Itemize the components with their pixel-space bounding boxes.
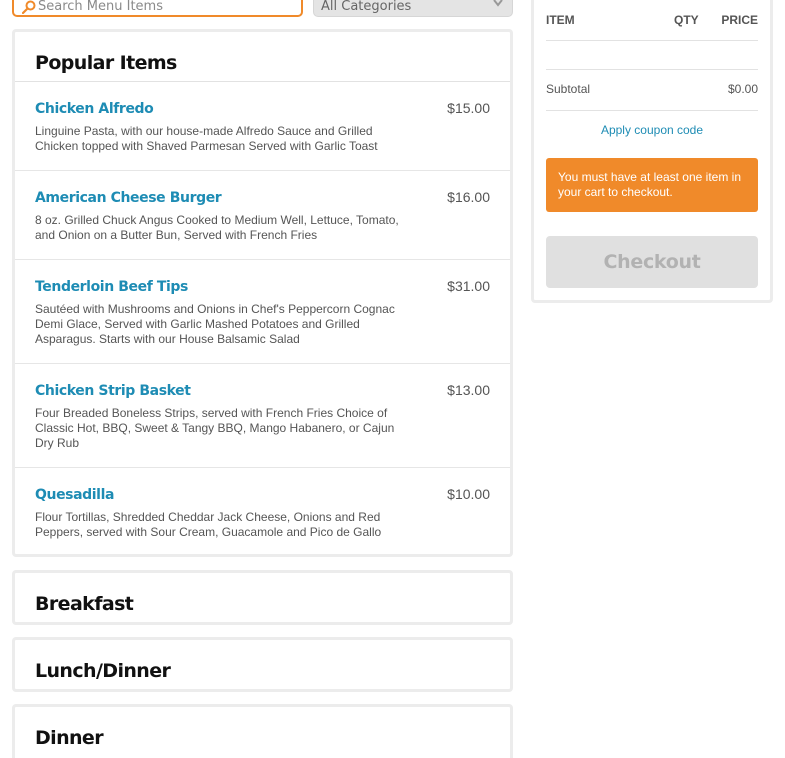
- divider: [546, 69, 758, 70]
- item-price: $10.00: [447, 486, 490, 502]
- item-name[interactable]: American Cheese Burger: [35, 190, 222, 206]
- item-description: Sautéed with Mushrooms and Onions in Chef's Peppercorn Cognac Demi Glace, Served with Garlic Mashed Potatoes and Grilled Asparagus. Starts with our House Balsamic Salad: [35, 302, 395, 346]
- cart-col-item: ITEM: [546, 13, 575, 27]
- dinner-header[interactable]: [15, 707, 510, 757]
- lunch-dinner-header[interactable]: [15, 640, 510, 690]
- item-name[interactable]: Chicken Alfredo: [35, 101, 154, 117]
- search-input[interactable]: [38, 0, 293, 16]
- cart-col-qty: QTY: [674, 13, 699, 27]
- section-title: Breakfast: [35, 593, 134, 615]
- item-description: Four Breaded Boneless Strips, served with French Fries Choice of Classic Hot, BBQ, Sweet & Tangy BBQ, Mango Habanero, or Cajun Dry Rub: [35, 406, 395, 450]
- popular-items-header[interactable]: [15, 32, 510, 82]
- apply-coupon-link[interactable]: Apply coupon code: [600, 123, 704, 137]
- item-price: $16.00: [447, 189, 490, 205]
- cart-col-price: PRICE: [721, 13, 758, 27]
- item-description: Flour Tortillas, Shredded Cheddar Jack Cheese, Onions and Red Peppers, served with Sour Cream, Guacamole and Pico de Gallo: [35, 510, 382, 539]
- search-box[interactable]: [12, 0, 303, 17]
- item-price: $15.00: [447, 100, 490, 116]
- cart-header-row: [546, 13, 758, 33]
- item-name[interactable]: Chicken Strip Basket: [35, 383, 191, 399]
- chevron-down-icon: [493, 0, 503, 7]
- cart-panel: [531, 0, 773, 303]
- item-price: $31.00: [447, 278, 490, 294]
- section-title: Popular Items: [35, 52, 177, 74]
- search-icon: [22, 0, 36, 14]
- lunch-dinner-section[interactable]: [12, 637, 513, 692]
- item-name[interactable]: Tenderloin Beef Tips: [35, 279, 188, 295]
- menu-item[interactable]: [15, 171, 510, 260]
- category-select[interactable]: [313, 0, 513, 17]
- subtotal-row: [546, 82, 758, 98]
- checkout-button[interactable]: Checkout: [546, 236, 758, 288]
- category-select-value: All Categories: [321, 0, 412, 14]
- item-description: Linguine Pasta, with our house-made Alfredo Sauce and Grilled Chicken topped with Shaved Parmesan Served with Garlic Toast: [35, 124, 378, 153]
- divider: [546, 40, 758, 41]
- section-title: Lunch/Dinner: [35, 660, 171, 682]
- dinner-section[interactable]: [12, 704, 513, 758]
- breakfast-header[interactable]: [15, 573, 510, 623]
- subtotal-value: $0.00: [727, 82, 758, 96]
- menu-item[interactable]: [15, 82, 510, 171]
- item-description: 8 oz. Grilled Chuck Angus Cooked to Medium Well, Lettuce, Tomato, and Onion on a Butter Bun, Served with French Fries: [35, 213, 399, 242]
- item-name[interactable]: Quesadilla: [35, 487, 115, 503]
- divider: [546, 110, 758, 111]
- section-title: Dinner: [35, 727, 103, 749]
- popular-items-section: [12, 29, 513, 557]
- item-price: $13.00: [447, 382, 490, 398]
- cart-alert: You must have at least one item in your cart to checkout.: [546, 158, 758, 212]
- menu-item[interactable]: [15, 364, 510, 468]
- menu-item[interactable]: [15, 468, 510, 554]
- breakfast-section[interactable]: [12, 570, 513, 625]
- menu-item[interactable]: [15, 260, 510, 364]
- subtotal-label: Subtotal: [546, 82, 591, 96]
